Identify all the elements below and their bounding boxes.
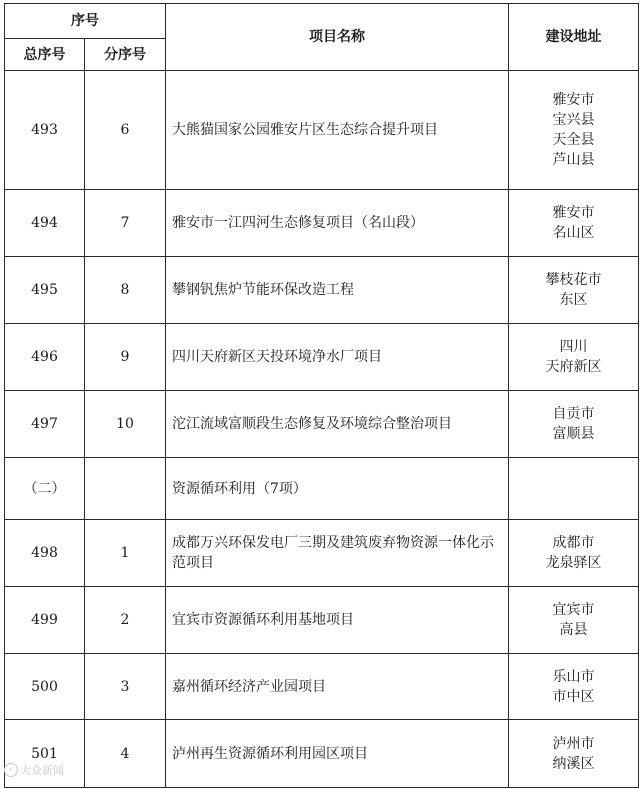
location-line: 雅安市: [552, 92, 595, 108]
watermark: [4, 762, 64, 778]
table-row: [5, 71, 639, 190]
location-line: 四川: [559, 339, 588, 355]
location-line: 芦山县: [552, 152, 595, 168]
total-seq-cell: 496: [5, 324, 85, 391]
location-line: 高县: [559, 622, 588, 638]
table-row: [5, 587, 639, 654]
project-name-cell: 雅安市一江四河生态修复项目（名山段）: [166, 190, 509, 257]
location-cell: [509, 391, 639, 458]
project-name-cell: 大熊猫国家公园雅安片区生态综合提升项目: [166, 71, 509, 190]
table-row: [5, 458, 639, 520]
project-table: [4, 3, 639, 788]
location-line: 天全县: [552, 132, 595, 148]
table-row: [5, 190, 639, 257]
project-name-cell: 宜宾市资源循环利用基地项目: [166, 587, 509, 654]
location-line: 宜宾市: [552, 602, 595, 618]
total-seq-cell: 498: [5, 520, 85, 587]
project-name-cell: 沱江流域富顺段生态修复及环境综合整治项目: [166, 391, 509, 458]
project-name-cell: 攀钢钒焦炉节能环保改造工程: [166, 257, 509, 324]
table-row: [5, 324, 639, 391]
table-row: [5, 520, 639, 587]
location-cell: [509, 190, 639, 257]
location-cell: [509, 720, 639, 788]
total-seq-cell: 501: [5, 720, 85, 788]
total-seq-cell: 500: [5, 654, 85, 720]
total-seq-cell: 497: [5, 391, 85, 458]
project-name-header: 项目名称: [166, 4, 509, 71]
location-cell: [509, 324, 639, 391]
sub-seq-cell: 3: [85, 654, 166, 720]
location-line: 自贡市: [552, 406, 595, 422]
location-line: 攀枝花市: [545, 272, 602, 288]
location-cell: [509, 257, 639, 324]
seq-group-header: 序号: [5, 4, 166, 39]
watermark-logo-icon: ✓: [4, 763, 18, 777]
sub-seq-cell: 7: [85, 190, 166, 257]
total-seq-header: 总序号: [5, 39, 85, 71]
location-line: 富顺县: [552, 426, 595, 442]
total-seq-cell: 493: [5, 71, 85, 190]
total-seq-cell: （二）: [5, 458, 85, 520]
watermark-text: 大众新闻: [20, 764, 64, 777]
project-name-cell: 四川天府新区天投环境净水厂项目: [166, 324, 509, 391]
total-seq-cell: 495: [5, 257, 85, 324]
project-name-cell: 嘉州循环经济产业园项目: [166, 654, 509, 720]
project-name-cell: 泸州再生资源循环利用园区项目: [166, 720, 509, 788]
project-name-cell: 资源循环利用（7项）: [166, 458, 509, 520]
total-seq-cell: 499: [5, 587, 85, 654]
location-line: 天府新区: [545, 359, 602, 375]
sub-seq-cell: 10: [85, 391, 166, 458]
table-row: [5, 720, 639, 788]
location-line: 名山区: [552, 225, 595, 241]
location-line: 乐山市: [552, 668, 595, 685]
sub-seq-cell: [85, 458, 166, 520]
location-header: 建设地址: [509, 4, 639, 71]
sub-seq-cell: 1: [85, 520, 166, 587]
total-seq-cell: 494: [5, 190, 85, 257]
project-name-cell: 成都万兴环保发电厂三期及建筑废弃物资源一体化示范项目: [166, 520, 509, 587]
table-row: [5, 257, 639, 324]
sub-seq-cell: 6: [85, 71, 166, 190]
table-row: [5, 391, 639, 458]
location-cell: [509, 587, 639, 654]
location-line: 龙泉驿区: [545, 555, 602, 571]
sub-seq-cell: 2: [85, 587, 166, 654]
location-line: 宝兴县: [552, 112, 595, 128]
location-cell: [509, 654, 639, 720]
table-row: [5, 654, 639, 720]
location-line: 市中区: [552, 688, 595, 705]
location-line: 成都市: [552, 535, 595, 551]
sub-seq-cell: 8: [85, 257, 166, 324]
location-cell: [509, 71, 639, 190]
sub-seq-cell: 4: [85, 720, 166, 788]
location-cell: [509, 520, 639, 587]
location-line: 泸州市: [552, 735, 595, 752]
sub-seq-header: 分序号: [85, 39, 166, 71]
location-cell: [509, 458, 639, 520]
location-line: 东区: [559, 292, 588, 308]
location-line: 纳溪区: [552, 755, 595, 772]
location-line: 雅安市: [552, 205, 595, 221]
sub-seq-cell: 9: [85, 324, 166, 391]
